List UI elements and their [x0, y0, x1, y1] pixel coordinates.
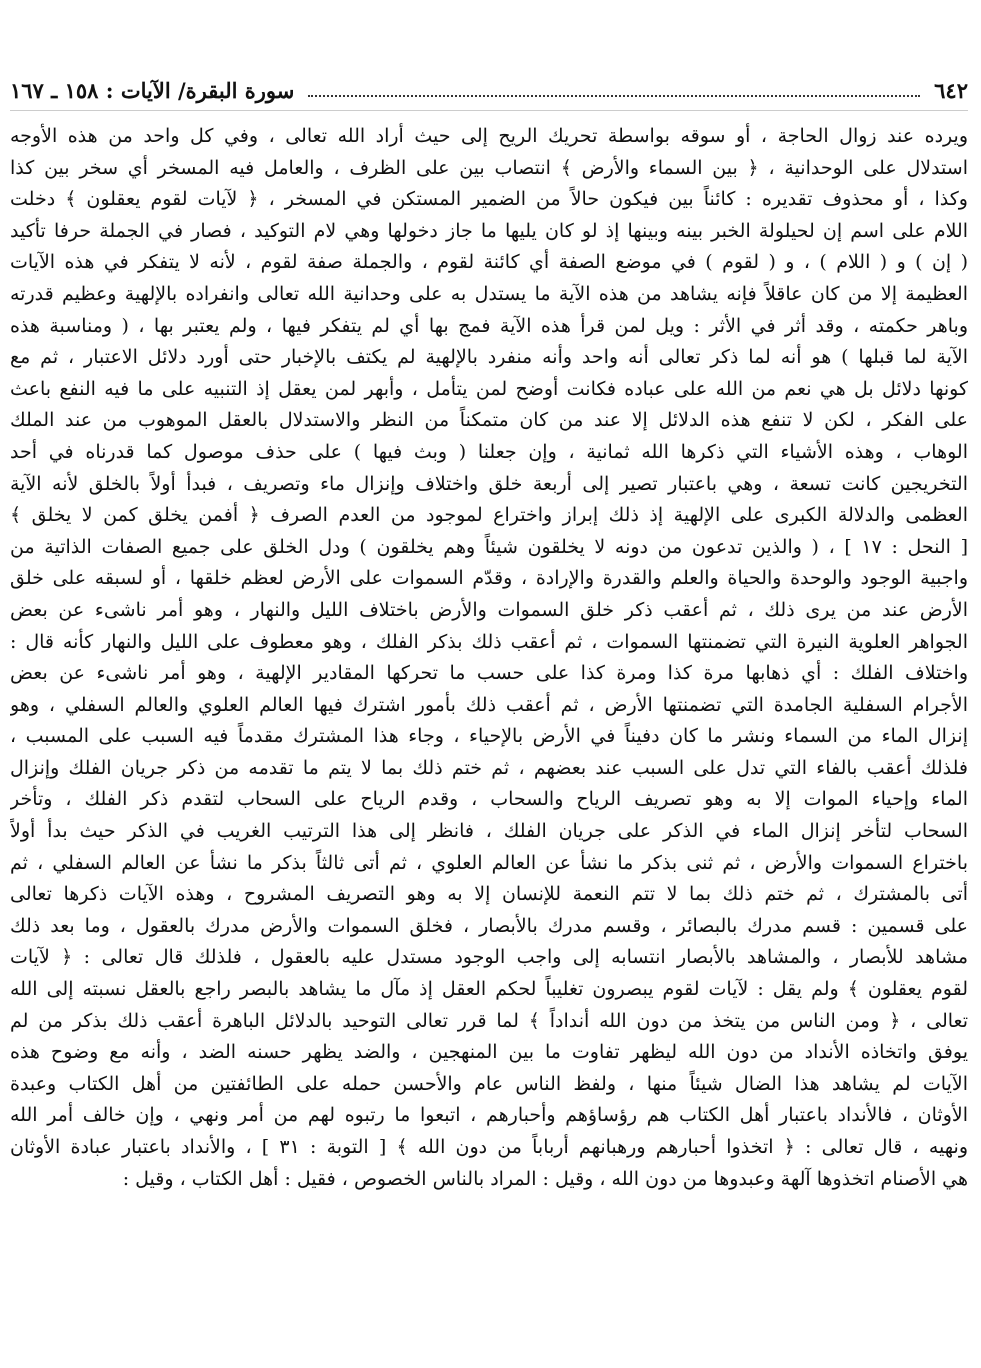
text-line: العظمى والدلالة الكبرى على الإلهية إذ ذلك إبراز واختراع لموجود من العدم الصرف ﴿ أفمن يخلق كمن لا يخلق ﴾ [10, 504, 968, 527]
text-line: الوهاب ، وهذه الأشياء التي ذكرها الله ثمانية ، وإن جعلنا ( وبث فيها ) على حذف موصول كما قدرناه في أحد [10, 440, 968, 463]
text-line: ونهيه ، قال تعالى : ﴿ اتخذوا أحبارهم ورهبانهم أرباباً من دون الله ﴾ [ التوبة : ٣١ ] ، والأنداد باعتبار عبادة الأوثان [10, 1136, 968, 1158]
text-line: فلذلك أعقب بالفاء التي تدل على السبب عند بعضهم ، ثم ختم ذلك بما لا يتم ما تقدمه من ذكر جريان الفلك وإنزال [10, 756, 968, 779]
text-line: الآيات لم يشاهد هذا الضال شيئاً منها ، ولفظ الناس عام والأحسن حمله على الطائفتين من أهل الكتاب وعبدة [10, 1072, 968, 1095]
text-line: ( إن ) و ( اللام ) ، و ( لقوم ) في موضع الصفة أي كائنة لقوم ، والجملة صفة لقوم ، لأنه لا يتفكر في هذه الآيات [10, 251, 968, 274]
text-line: الأرض عند من يرى ذلك ، ثم أعقب ذكر خلق السموات والأرض باختلاف الليل والنهار ، وهو أمر ناشىء عن بعض [10, 598, 968, 621]
text-line: كونها دلائل بل هي نعم من الله على عباده فكانت أوضح لمن يتأمل ، وأبهر لمن يعقل إذ التنبيه على ما فيه النفع باعث [10, 377, 968, 400]
body-text [10, 121, 968, 1195]
text-line: واجبية الوجود والوحدة والحياة والعلم والقدرة والإرادة ، وقدّم السموات على الأرض لعظم خلقها ، أو لسبقه على خلق [10, 567, 968, 590]
book-page [10, 70, 968, 1350]
text-line: الجواهر العلوية النيرة التي تضمنتها السموات ، ثم أعقب ذلك بذكر الفلك ، وهو معطوف على الليل والنهار كأنه قال : [10, 630, 968, 653]
text-line: أتى بالمشترك ، ثم ختم ذلك بما لا تتم النعمة للإنسان إلا به وهو التصريف المشروح ، وهذه الآيات ذكرها تعالى [10, 883, 968, 906]
text-line: يوفق واتخاذه الأنداد من دون الله ليظهر تفاوت ما بين المنهجين ، والضد يظهر حسنه الضد ، وأنه مع وضوح هذه [10, 1041, 968, 1064]
text-line: التخريجين كانت تسعة ، وهي باعتبار تصير إلى أربعة خلق واختلاف وإنزال ماء وتصريف ، فبدأ أولاً بالخلق لأنه الآية [10, 472, 968, 495]
text-line: العظيمة إلا من كان عاقلاً فإنه يشاهد من هذه الآية ما يستدل به على وحدانية الله تعالى وانفراده بالإلهية وعظيم قدرته [10, 282, 968, 305]
text-line: وكذا ، أو محذوف تقديره : كائناً بين فيكون حالاً من الضمير المستكن في المسخر ، ﴿ لآيات لقوم يعقلون ﴾ دخلت [10, 188, 968, 211]
text-line: الأوثان ، فالأنداد باعتبار أهل الكتاب هم رؤساؤهم وأحبارهم ، اتبعوا ما رتبوه لهم من أمر ونهي ، وإن خالف أمر الله [10, 1104, 968, 1127]
text-line: إنزال الماء من السماء ونشر ما كان دفيناً في الأرض بالإحياء ، وجاء هذا المشترك مقدماً فيه السبب على المسبب ، [10, 725, 968, 748]
text-line: لقوم يعقلون ﴾ ولم يقل : لآيات لقوم يبصرون تغليباً لحكم العقل إذ مآل ما يشاهد بالبصر راجع بالعقل نسبته إلى الله [10, 978, 968, 1001]
text-line: وباهر حكمته ، وقد أثر في الأثر : ويل لمن قرأ هذه الآية فمج بها أي لم يتفكر فيها ، ولم يعتبر بها ، ( ومناسبة هذه [10, 314, 968, 337]
running-title: سورة البقرة/ الآيات : ١٥٨ ـ ١٦٧ [10, 77, 295, 103]
text-line: هي الأصنام اتخذوها آلهة وعبدوها من دون الله ، وقيل : المراد بالناس الخصوص ، فقيل : أهل الكتاب ، وقيل : [122, 1167, 968, 1190]
text-line: اللام على اسم إن لحيلولة الخبر بينه وبينها إذ لو كان يليها ما جاز دخولها وهي لام التوكيد ، فصار في الجملة حرفا تأكيد [10, 219, 968, 242]
text-line: السحاب لتأخر إنزال الماء في الذكر على جريان الفلك ، فانظر إلى هذا الترتيب الغريب في الذكر حيث بدأ أولاً [10, 820, 968, 843]
text-line: [ النحل : ١٧ ] ، ( والذين تدعون من دونه لا يخلقون شيئاً وهم يخلقون ) ودل الخلق على جميع الصفات الذاتية من [10, 535, 968, 558]
text-line: على الفكر ، لكن لا تنفع هذه الدلائل إلا عند من كان متمكناً من النظر والاستدلال بالعقل الموهوب من عند الملك [10, 409, 968, 432]
text-line: الماء وإحياء الموات إلا به وهو تصريف الرياح والسحاب ، وقدم الرياح على السحاب لتقدم ذكر الفلك ، وتأخر [10, 788, 968, 811]
text-line: استدلال على الوحدانية ، ﴿ بين السماء والأرض ﴾ انتصاب بين على الظرف ، والعامل فيه المسخر أي سخر بين كذا [10, 156, 968, 179]
text-line: باختراع السموات والأرض ، ثم ثنى بذكر ما نشأ عن العالم العلوي ، ثم أتى ثالثاً بذكر ما نشأ عن العالم السفلي ، ثم [10, 851, 968, 874]
text-line: تعالى ، ﴿ ومن الناس من يتخذ من دون الله أنداداً ﴾ لما قرر تعالى التوحيد بالدلائل الباهرة أعقب ذلك بذكر من لم [10, 1009, 968, 1032]
text-line: مشاهد للأبصار ، والمشاهد بالأبصار انتسابه إلى واجب الوجود مستدل عليه بالعقول ، فلذلك قال تعالى : ﴿ لآيات [10, 946, 968, 969]
text-line: على قسمين : قسم مدرك بالبصائر ، وقسم مدرك بالأبصار ، فخلق السموات والأرض مدرك بالعقول ، وما بعد ذلك [10, 914, 968, 937]
page-header [10, 70, 968, 111]
text-line: ويرده عند زوال الحاجة ، أو سوقه بواسطة تحريك الريح إلى حيث أراد الله تعالى ، وفي كل واحد من هذه الأوجه [10, 125, 968, 147]
page-number: ٦٤٢ [934, 77, 968, 103]
header-dot-leader [308, 83, 920, 97]
text-line: الأجرام السفلية الجامدة التي تضمنتها الأرض ، ثم أعقب ذلك بأمور اشترك فيها العالم العلوي والعالم السفلي ، وهو [10, 693, 968, 716]
text-line: الآية لما قبلها ) هو أنه لما ذكر تعالى أنه واحد وأنه منفرد بالإلهية لم يكتف بالإخبار حتى أورد دلائل الاعتبار ، ثم مع [10, 346, 968, 369]
text-line: واختلاف الفلك : أي ذهابها مرة كذا ومرة كذا على حسب ما تحركها المقادير الإلهية ، وهو أمر ناشىء عن بعض [10, 662, 968, 685]
